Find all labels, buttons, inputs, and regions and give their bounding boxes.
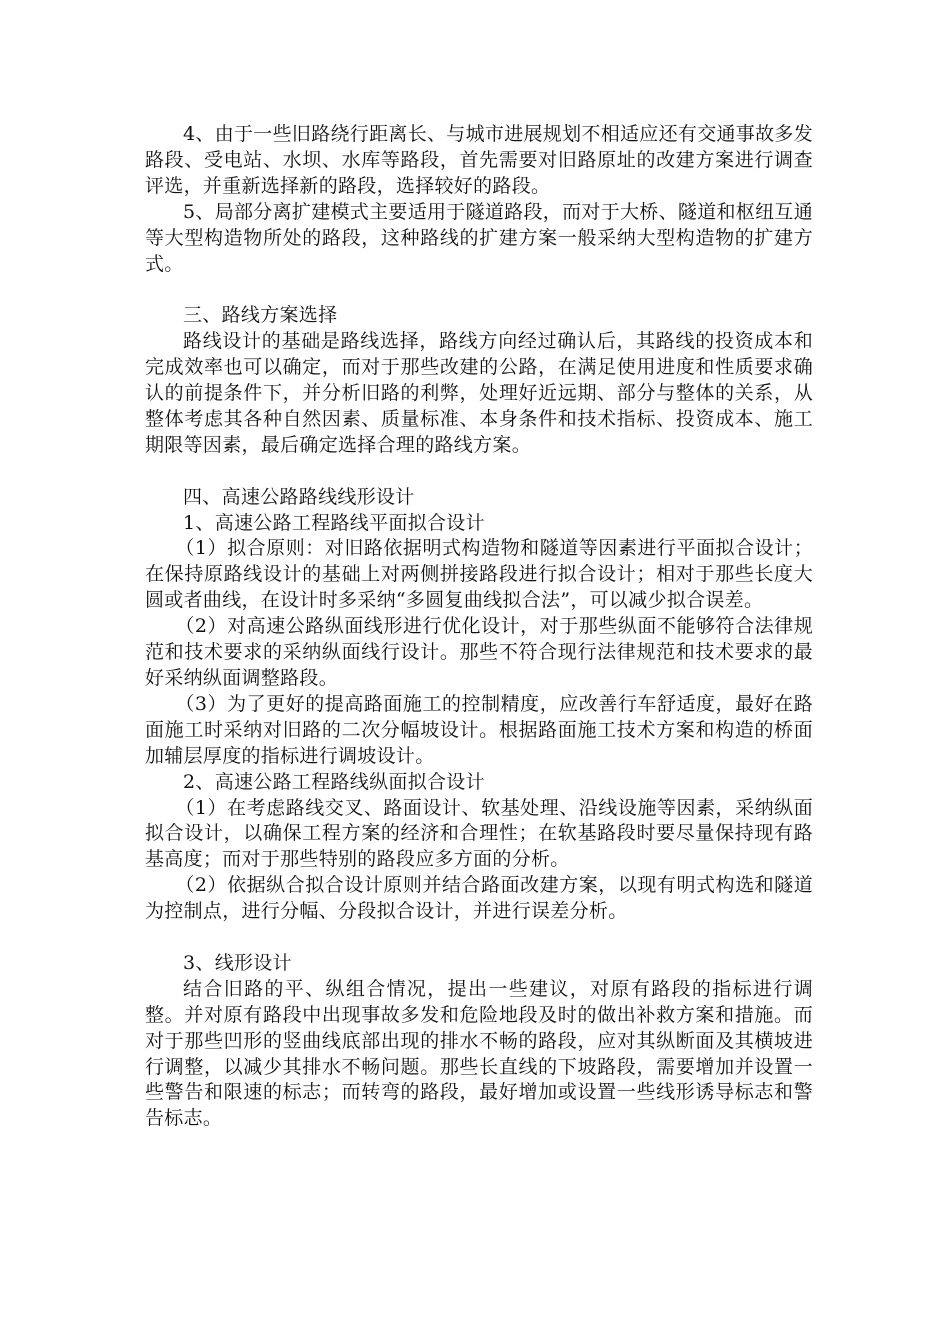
paragraph-alignment-design: 结合旧路的平、纵组合情况，提出一些建议，对原有路段的指标进行调整。并对原有路段中出现事故多发和危险地段及时的做出补救方案和措施。而对于那些凹形的竖曲线底部出现的排水不畅的路段，应对其纵断面及其横坡进行调整，以减少其排水不畅问题。那些长直线的下坡路段，需要增加并设置一些警告和限速的标志；而转弯的路段，最好增加或设置一些线形诱导标志和警告标志。 [145, 977, 813, 1130]
paragraph-plane-fit-1: （1）拟合原则：对旧路依据明式构造物和隧道等因素进行平面拟合设计；在保持原路线设计的基础上对两侧拼接路段进行拟合设计；相对于那些长度大圆或者曲线，在设计时多采纳“多圆复曲线拟合法”，可以减少拟合误差。 [145, 537, 813, 612]
subsection-heading-2: 2、高速公路工程路线纵面拟合设计 [183, 770, 485, 793]
subsection-heading-3: 3、线形设计 [183, 951, 292, 974]
section-heading-4: 四、高速公路路线线形设计 [183, 485, 415, 508]
blank-line [145, 925, 813, 951]
section-heading-3: 三、路线方案选择 [183, 304, 338, 327]
paragraph-item-5: 5、局部分离扩建模式主要适用于隧道路段，而对于大桥、隧道和枢纽互通等大型构造物所处的路段，这种路线的扩建方案一般采纳大型构造物的扩建方式。 [145, 200, 813, 275]
paragraph-plane-fit-2: （2）对高速公路纵面线形进行优化设计，对于那些纵面不能够符合法律规范和技术要求的采纳纵面线行设计。那些不符合现行法律规范和技术要求的最好采纳纵面调整路段。 [145, 615, 813, 689]
paragraph-item-4: 4、由于一些旧路绕行距离长、与城市进展规划不相适应还有交通事故多发路段、受电站、水坝、水库等路段，首先需要对旧路原址的改建方案进行调查评选，并重新选择新的路段，选择较好的路段。 [145, 123, 813, 197]
blank-line [145, 459, 813, 485]
paragraph-route-selection: 路线设计的基础是路线选择，路线方向经过确认后，其路线的投资成本和完成效率也可以确定，而对于那些改建的公路，在满足使用进度和性质要求确认的前提条件下，并分析旧路的利弊，处理好近远期、部分与整体的关系，从整体考虑其各种自然因素、质量标准、本身条件和技术指标、投资成本、施工期限等因素，最后确定选择合理的路线方案。 [145, 330, 813, 456]
paragraph-plane-fit-3: （3）为了更好的提高路面施工的控制精度，应改善行车舒适度，最好在路面施工时采纳对旧路的二次分幅坡设计。根据路面施工技术方案和构造的桥面加辅层厚度的指标进行调坡设计。 [145, 692, 813, 767]
paragraph-vertical-fit-1: （1）在考虑路线交叉、路面设计、软基处理、沿线设施等因素，采纳纵面拟合设计，以确保工程方案的经济和合理性；在软基路段时要尽量保持现有路基高度；而对于那些特别的路段应多方面的分析。 [145, 796, 813, 871]
subsection-heading-1: 1、高速公路工程路线平面拟合设计 [183, 511, 485, 534]
paragraph-vertical-fit-2: （2）依据纵合拟合设计原则并结合路面改建方案，以现有明式构选和隧道为控制点，进行分幅、分段拟合设计，并进行误差分析。 [145, 874, 813, 923]
document-page [145, 122, 813, 1132]
blank-line [145, 277, 813, 303]
